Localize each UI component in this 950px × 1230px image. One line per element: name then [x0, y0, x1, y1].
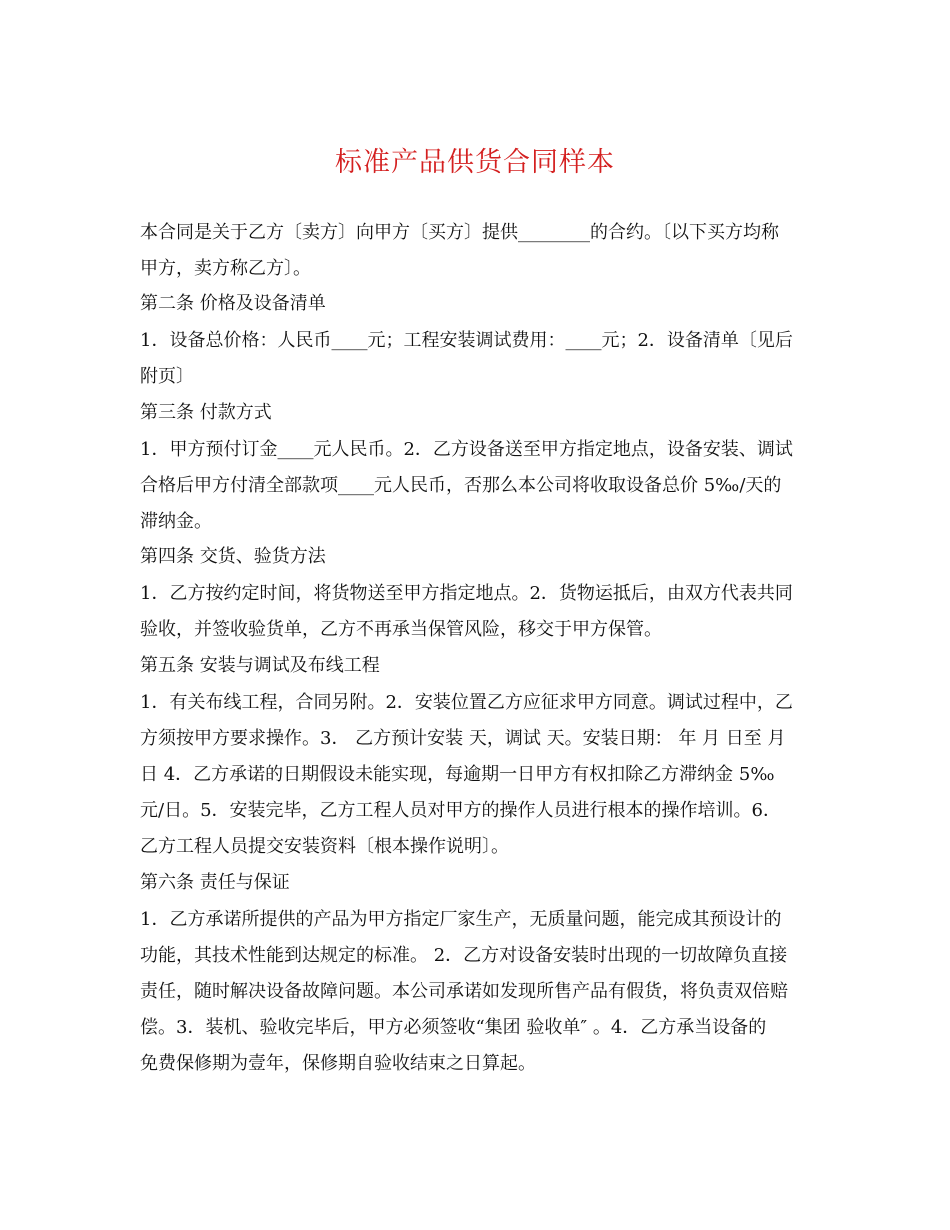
section-heading-4: 第四条 交货、验货方法	[140, 546, 326, 567]
paragraph-line: 1．乙方承诺所提供的产品为甲方指定厂家生产，无质量问题，能完成其预设计的	[140, 909, 782, 930]
paragraph-line: 本合同是关于乙方〔卖方〕向甲方〔买方〕提供________的合约。〔以下买方均称	[140, 222, 779, 243]
section-heading-2: 第二条 价格及设备清单	[140, 293, 326, 314]
paragraph-line: 免费保修期为壹年，保修期自验收结束之日算起。	[140, 1053, 536, 1074]
paragraph-line: 偿。3．装机、验收完毕后，甲方必须签收“集团 验收单″ 。4．乙方承当设备的	[140, 1017, 767, 1038]
paragraph-line: 功能，其技术性能到达规定的标准。 2．乙方对设备安装时出现的一切故障负直接	[140, 945, 788, 966]
section-heading-3: 第三条 付款方式	[140, 402, 272, 423]
paragraph-line: 元/日。5．安装完毕，乙方工程人员对甲方的操作人员进行根本的操作培训。6．	[140, 800, 781, 821]
paragraph-line: 乙方工程人员提交安装资料〔根本操作说明〕。	[140, 836, 509, 857]
paragraph-line: 1．乙方按约定时间，将货物送至甲方指定地点。2．货物运抵后，由双方代表共同	[140, 583, 793, 604]
paragraph-line: 合格后甲方付清全部款项____元人民币，否那么本公司将收取设备总价 5‰/天的	[140, 475, 782, 496]
paragraph-line: 1．有关布线工程，合同另附。2．安装位置乙方应征求甲方同意。调试过程中，乙	[140, 692, 793, 713]
paragraph-line: 附页〕	[140, 366, 194, 387]
section-heading-6: 第六条 责任与保证	[140, 872, 290, 893]
paragraph-line: 验收，并签收验货单，乙方不再承当保管风险，移交于甲方保管。	[140, 619, 662, 640]
paragraph-line: 1．甲方预付订金____元人民币。2．乙方设备送至甲方指定地点，设备安装、调试	[140, 439, 793, 460]
paragraph-line: 日 4．乙方承诺的日期假设未能实现，每逾期一日甲方有权扣除乙方滞纳金 5‰	[140, 764, 775, 785]
paragraph-line: 甲方，卖方称乙方〕。	[140, 258, 311, 279]
paragraph-line: 滞纳金。	[140, 511, 212, 532]
section-heading-5: 第五条 安装与调试及布线工程	[140, 655, 380, 676]
paragraph-line: 方须按甲方要求操作。3． 乙方预计安装 天，调试 天。安装日期： 年 月 日至 月	[140, 728, 786, 749]
document-title: 标准产品供货合同样本	[335, 147, 615, 178]
paragraph-line: 1．设备总价格：人民币____元；工程安装调试费用：____元；2．设备清单〔见后	[140, 330, 793, 351]
paragraph-line: 责任，随时解决设备故障问题。本公司承诺如发现所售产品有假货，将负责双倍赔	[140, 981, 788, 1002]
